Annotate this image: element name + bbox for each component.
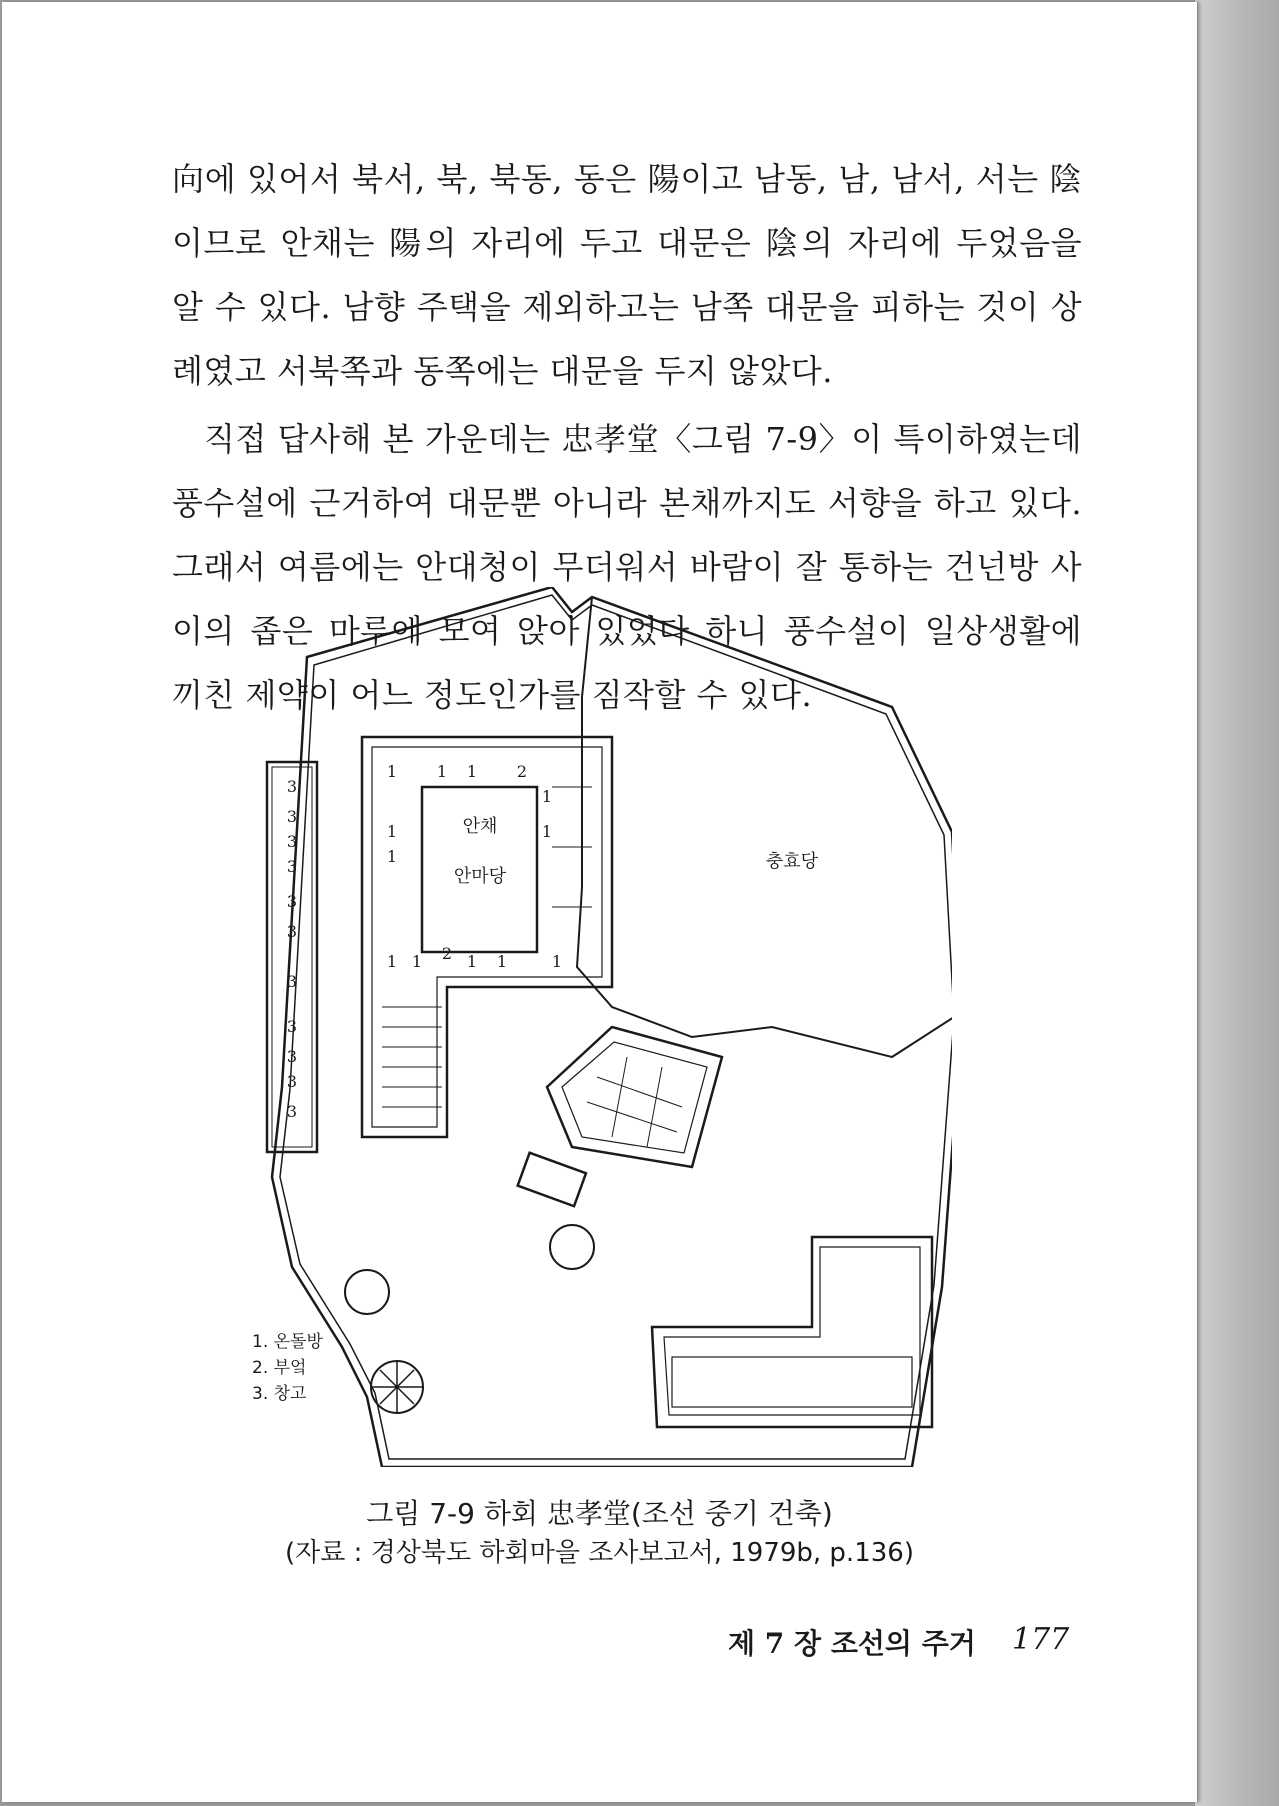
room-mark-ondol: 1 xyxy=(551,952,563,971)
pavilion-gate xyxy=(518,1153,586,1206)
room-mark-ondol: 1 xyxy=(466,762,478,781)
room-mark-ondol: 1 xyxy=(436,762,448,781)
anmadang-label: 안마당 xyxy=(453,866,507,887)
dividing-wall xyxy=(577,597,952,1057)
room-mark-kitchen: 2 xyxy=(516,762,528,781)
room-mark-storage: 3 xyxy=(286,807,298,826)
room-mark-ondol: 1 xyxy=(466,952,478,971)
figure-caption-source: (자료 : 경상북도 하회마을 조사보고서, 1979b, p.136) xyxy=(285,1538,914,1568)
chunghyodang-label: 충효당 xyxy=(765,851,819,872)
room-mark-ondol: 1 xyxy=(386,847,398,866)
paragraph-2: 직접 답사해 본 가운데는 忠孝堂〈그림 7-9〉이 특이하였는데 풍수설에 근거하여 대문뿐 아니라 본채까지도 서향을 하고 있다. 그래서 여름에는 안대청이 무더워서 바람이 잘 통하는 건넌방 사이의 좁은 마루에 모여 앉아 있었다 하니 풍수설이 일상생활에 끼친 제약이 어느 정도인가를 짐작할 수 있다. xyxy=(172,420,1082,714)
floor-plan-figure xyxy=(252,587,952,1467)
room-mark-ondol: 1 xyxy=(386,952,398,971)
book-page xyxy=(2,2,1198,1802)
page-number: 177 xyxy=(1012,1622,1070,1657)
tree-group xyxy=(345,1225,594,1413)
room-mark-storage: 3 xyxy=(286,972,298,991)
anchae-label: 안채 xyxy=(462,816,498,837)
room-mark-storage: 3 xyxy=(286,857,298,876)
room-mark-ondol: 1 xyxy=(541,822,553,841)
room-mark-ondol: 1 xyxy=(541,787,553,806)
room-mark-storage: 3 xyxy=(286,1047,298,1066)
tree-icon xyxy=(550,1225,594,1269)
page-edge xyxy=(1195,0,1279,1806)
legend xyxy=(252,1331,323,1404)
paragraph-1: 向에 있어서 북서, 북, 북동, 동은 陽이고 남동, 남, 남서, 서는 陰이므로 안채는 陽의 자리에 두고 대문은 陰의 자리에 두었음을 알 수 있다. 남향 주택을 제외하고는 남쪽 대문을 피하는 것이 상례였고 서북쪽과 동쪽에는 대문을 두지 않았다. xyxy=(172,160,1082,390)
room-mark-storage: 3 xyxy=(286,832,298,851)
legend-item-storage: 3. 창고 xyxy=(252,1384,307,1404)
room-mark-storage: 3 xyxy=(286,1102,298,1121)
room-mark-ondol: 1 xyxy=(496,952,508,971)
chunghyodang-hall xyxy=(652,1237,932,1427)
room-mark-storage: 3 xyxy=(286,777,298,796)
room-mark-ondol: 1 xyxy=(411,952,423,971)
legend-item-kitchen: 2. 부엌 xyxy=(252,1358,307,1378)
legend-item-ondol: 1. 온돌방 xyxy=(252,1332,323,1352)
running-footer-chapter: 제 7 장 조선의 주거 xyxy=(728,1627,976,1660)
room-mark-ondol: 1 xyxy=(386,822,398,841)
main-house xyxy=(362,737,612,1137)
room-mark-storage: 3 xyxy=(286,922,298,941)
room-mark-storage: 3 xyxy=(286,1072,298,1091)
room-mark-storage: 3 xyxy=(286,892,298,911)
figure-caption-title: 그림 7-9 하회 忠孝堂(조선 중기 건축) xyxy=(366,1497,833,1530)
room-mark-ondol: 1 xyxy=(386,762,398,781)
room-mark-storage: 3 xyxy=(286,1017,298,1036)
room-mark-kitchen: 2 xyxy=(441,944,453,963)
tree-icon xyxy=(345,1270,389,1314)
